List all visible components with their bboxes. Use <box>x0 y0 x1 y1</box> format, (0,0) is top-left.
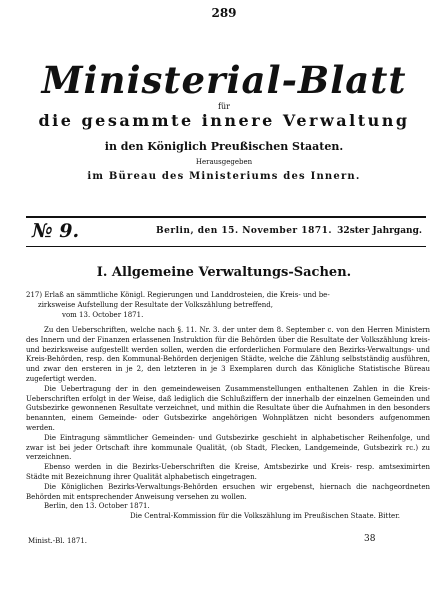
footer-sheet-label: Minist.-Bl. 1871. <box>28 537 88 545</box>
masthead-title: Ministerial-Blatt <box>41 58 407 102</box>
rule-bottom <box>26 246 426 247</box>
issue-date: Berlin, den 15. November 1871. <box>156 226 332 236</box>
masthead-publisher: im Büreau des Ministeriums des Innern. <box>87 171 361 182</box>
section-heading: I. Allgemeine Verwaltungs-Sachen. <box>96 265 352 280</box>
issue-number: № 9. <box>32 220 80 242</box>
place-date: Berlin, den 13. October 1871. <box>44 502 150 511</box>
main-text <box>26 326 430 522</box>
paragraph: Die Eintragung sämmtlicher Gemeinden- und Gutsbezirke geschieht in alphabetischer Reihenfolge, und zwar ist bei jeder Ortschaft ihre kommunale Qualität, (ob Stadt, Flecken, Landgemeinde, Gutsbezirk rc.) zu verzeichnen. <box>26 433 430 462</box>
paragraph: Ebenso werden in die Bezirks-Ueberschriften die Kreise, Amtsbezirke und Kreis- resp. amtseximirten Städte mit Bezeichnung ihrer Qualität alphabetisch eingetragen. <box>26 463 430 481</box>
paragraph: Die Königlichen Bezirks-Verwaltungs-Behörden ersuchen wir ergebenst, hiernach die nachgeordneten Behörden mit entsprechender Anweisung versehen zu wollen. <box>26 482 430 501</box>
masthead-fuer: für <box>218 102 230 111</box>
issue-row <box>26 220 426 242</box>
paragraph: Die Uebertragung der in den gemeindeweisen Zusammenstellungen enthaltenen Zahlen in die Kreis-Ueberschriften erfolgt in der Weise, daß lediglich die Schlußziffern der innerhalb der einzelnen Gemeinden und Gutsbezirke gewonnenen Resultate verzeichnet, und mithin die Resultate über die Aufnahmen in den besonders benannten, einem Gemeinde- oder Gutsbezirke angehörigen Wohnplätzen nicht besonders aufgenommen werden. <box>26 384 430 432</box>
paragraph: Zu den Ueberschriften, welche nach §. 11. Nr. 3. der unter dem 8. September c. von den Herren Ministern des Innern und der Finanzen erlassenen Instruktion für die Behörden über die Resultate der Volkszählung kreis- und bezirksweise aufgestellt werden sollen, werden die erforderlichen Formulare den Bezirks-Verwaltungs- und Kreis-Behörden, resp. den Kommunal-Behörden derjenigen Städte, welche die Zählung selbstständig ausführen, und zwar den ersteren in je 2, den letzteren in je 3 Exemplaren durch das Königliche Statistische Büreau zugefertigt werden. <box>26 326 430 383</box>
rule-top <box>26 216 426 218</box>
footer-sheet-number: 38 <box>364 534 376 544</box>
masthead-subtitle: die gesammte innere Verwaltung <box>38 111 410 130</box>
signature: Die Central-Kommission für die Volkszählung im Preußischen Staate. Bitter. <box>129 512 400 521</box>
decree-line: zirksweise Aufstellung der Resultate der Volkszählung betreffend, <box>38 300 273 309</box>
decree-date: vom 13. October 1871. <box>62 310 144 319</box>
decree-line: 217) Erlaß an sämmtliche Königl. Regierungen und Landdrosteien, die Kreis- und be- <box>26 291 330 299</box>
masthead-herausgegeben: Herausgegeben <box>195 158 253 166</box>
masthead-subtitle-states: in den Königlich Preußischen Staaten. <box>104 140 344 153</box>
decree-title <box>26 291 430 320</box>
page-number: 289 <box>211 6 237 20</box>
issue-year: 32ster Jahrgang. <box>337 226 422 236</box>
